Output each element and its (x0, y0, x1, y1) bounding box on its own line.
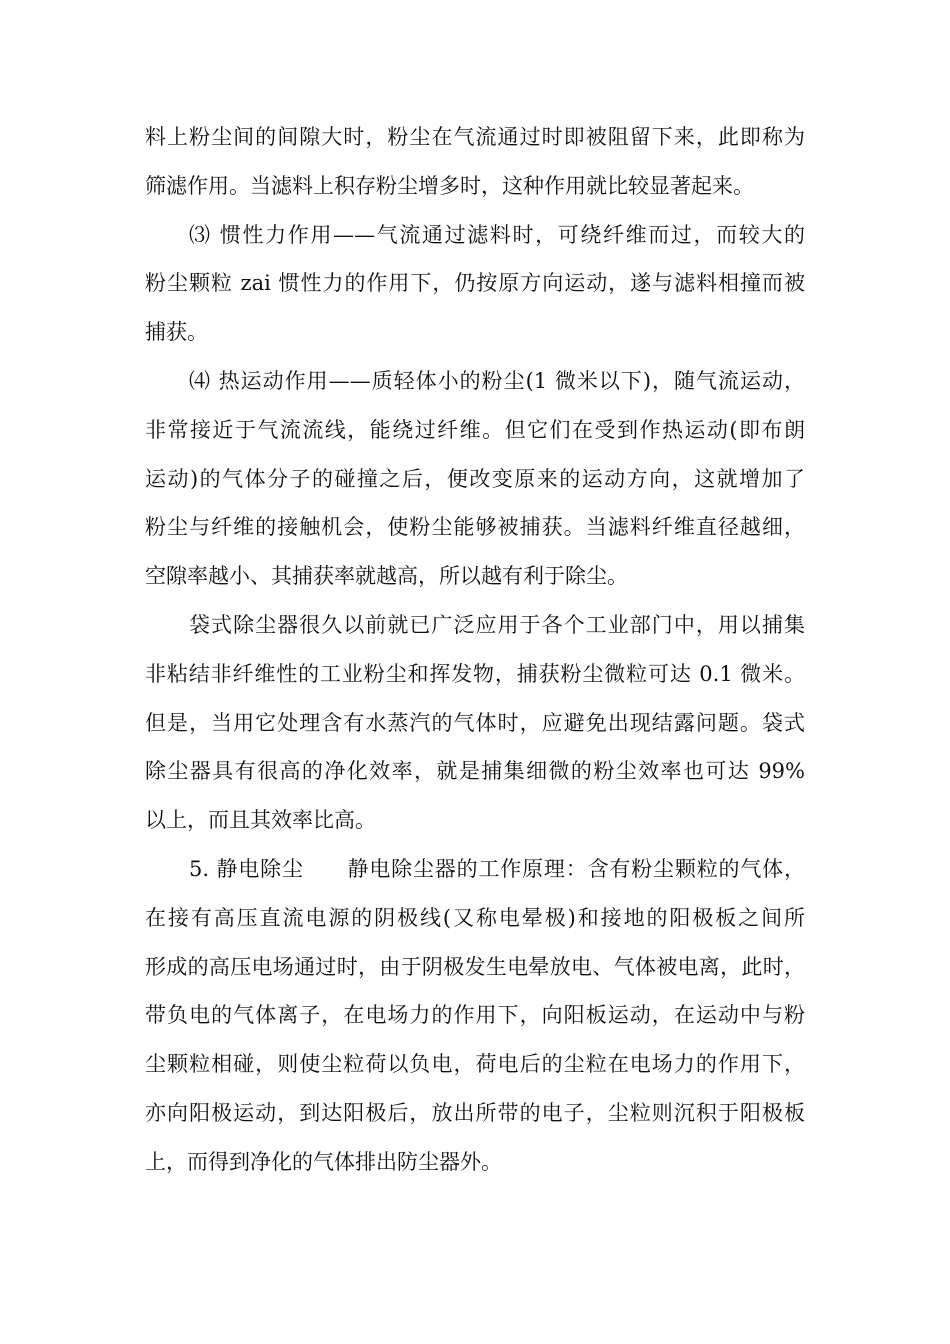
body-text (145, 113, 805, 1187)
text-line: 袋式除尘器很久以前就已广泛应用于各个工业部门中，用以捕集 (189, 612, 805, 637)
text-line: 空隙率越小、其捕获率就越高，所以越有利于除尘。 (145, 564, 628, 589)
text-line: ⑶ 惯性力作用——气流通过滤料时，可绕纤维而过，而较大的 (189, 222, 805, 247)
text-line: 除尘器具有很高的净化效率，就是捕集细微的粉尘效率也可达 99% (145, 759, 805, 784)
text-line: 形成的高压电场通过时，由于阴极发生电晕放电、气体被电离，此时， (145, 954, 805, 979)
text-line: 尘颗粒相碰，则使尘粒荷以负电，荷电后的尘粒在电场力的作用下， (145, 1052, 805, 1077)
text-line: 在接有高压直流电源的阴极线(又称电晕极)和接地的阳极板之间所 (145, 905, 805, 930)
text-line: 捕获。 (145, 320, 208, 345)
text-line: 上，而得到净化的气体排出防尘器外。 (145, 1149, 502, 1174)
text-line: 粉尘与纤维的接触机会，使粉尘能够被捕获。当滤料纤维直径越细， (145, 515, 805, 540)
text-line: 亦向阳极运动，到达阳极后，放出所带的电子，尘粒则沉积于阳极板 (145, 1100, 805, 1125)
text-line: 但是，当用它处理含有水蒸汽的气体时，应避免出现结露问题。袋式 (145, 710, 805, 735)
text-line: 粉尘颗粒 zai 惯性力的作用下，仍按原方向运动，遂与滤料相撞而被 (145, 271, 805, 296)
text-line: 5. 静电除尘 静电除尘器的工作原理：含有粉尘颗粒的气体， (189, 856, 805, 881)
text-line: 非粘结非纤维性的工业粉尘和挥发物，捕获粉尘微粒可达 0.1 微米。 (145, 661, 805, 686)
text-line: 以上，而且其效率比高。 (145, 808, 376, 833)
text-line: 料上粉尘间的间隙大时，粉尘在气流通过时即被阻留下来，此即称为 (145, 125, 805, 149)
text-line: 运动)的气体分子的碰撞之后，便改变原来的运动方向，这就增加了 (145, 466, 805, 491)
text-line: 筛滤作用。当滤料上积存粉尘增多时，这种作用就比较显著起来。 (145, 173, 754, 198)
text-line: ⑷ 热运动作用——质轻体小的粉尘(1 微米以下)，随气流运动， (189, 368, 805, 393)
text-line: 非常接近于气流流线，能绕过纤维。但它们在受到作热运动(即布朗 (145, 417, 805, 442)
text-line: 带负电的气体离子，在电场力的作用下，向阳板运动，在运动中与粉 (145, 1003, 805, 1028)
